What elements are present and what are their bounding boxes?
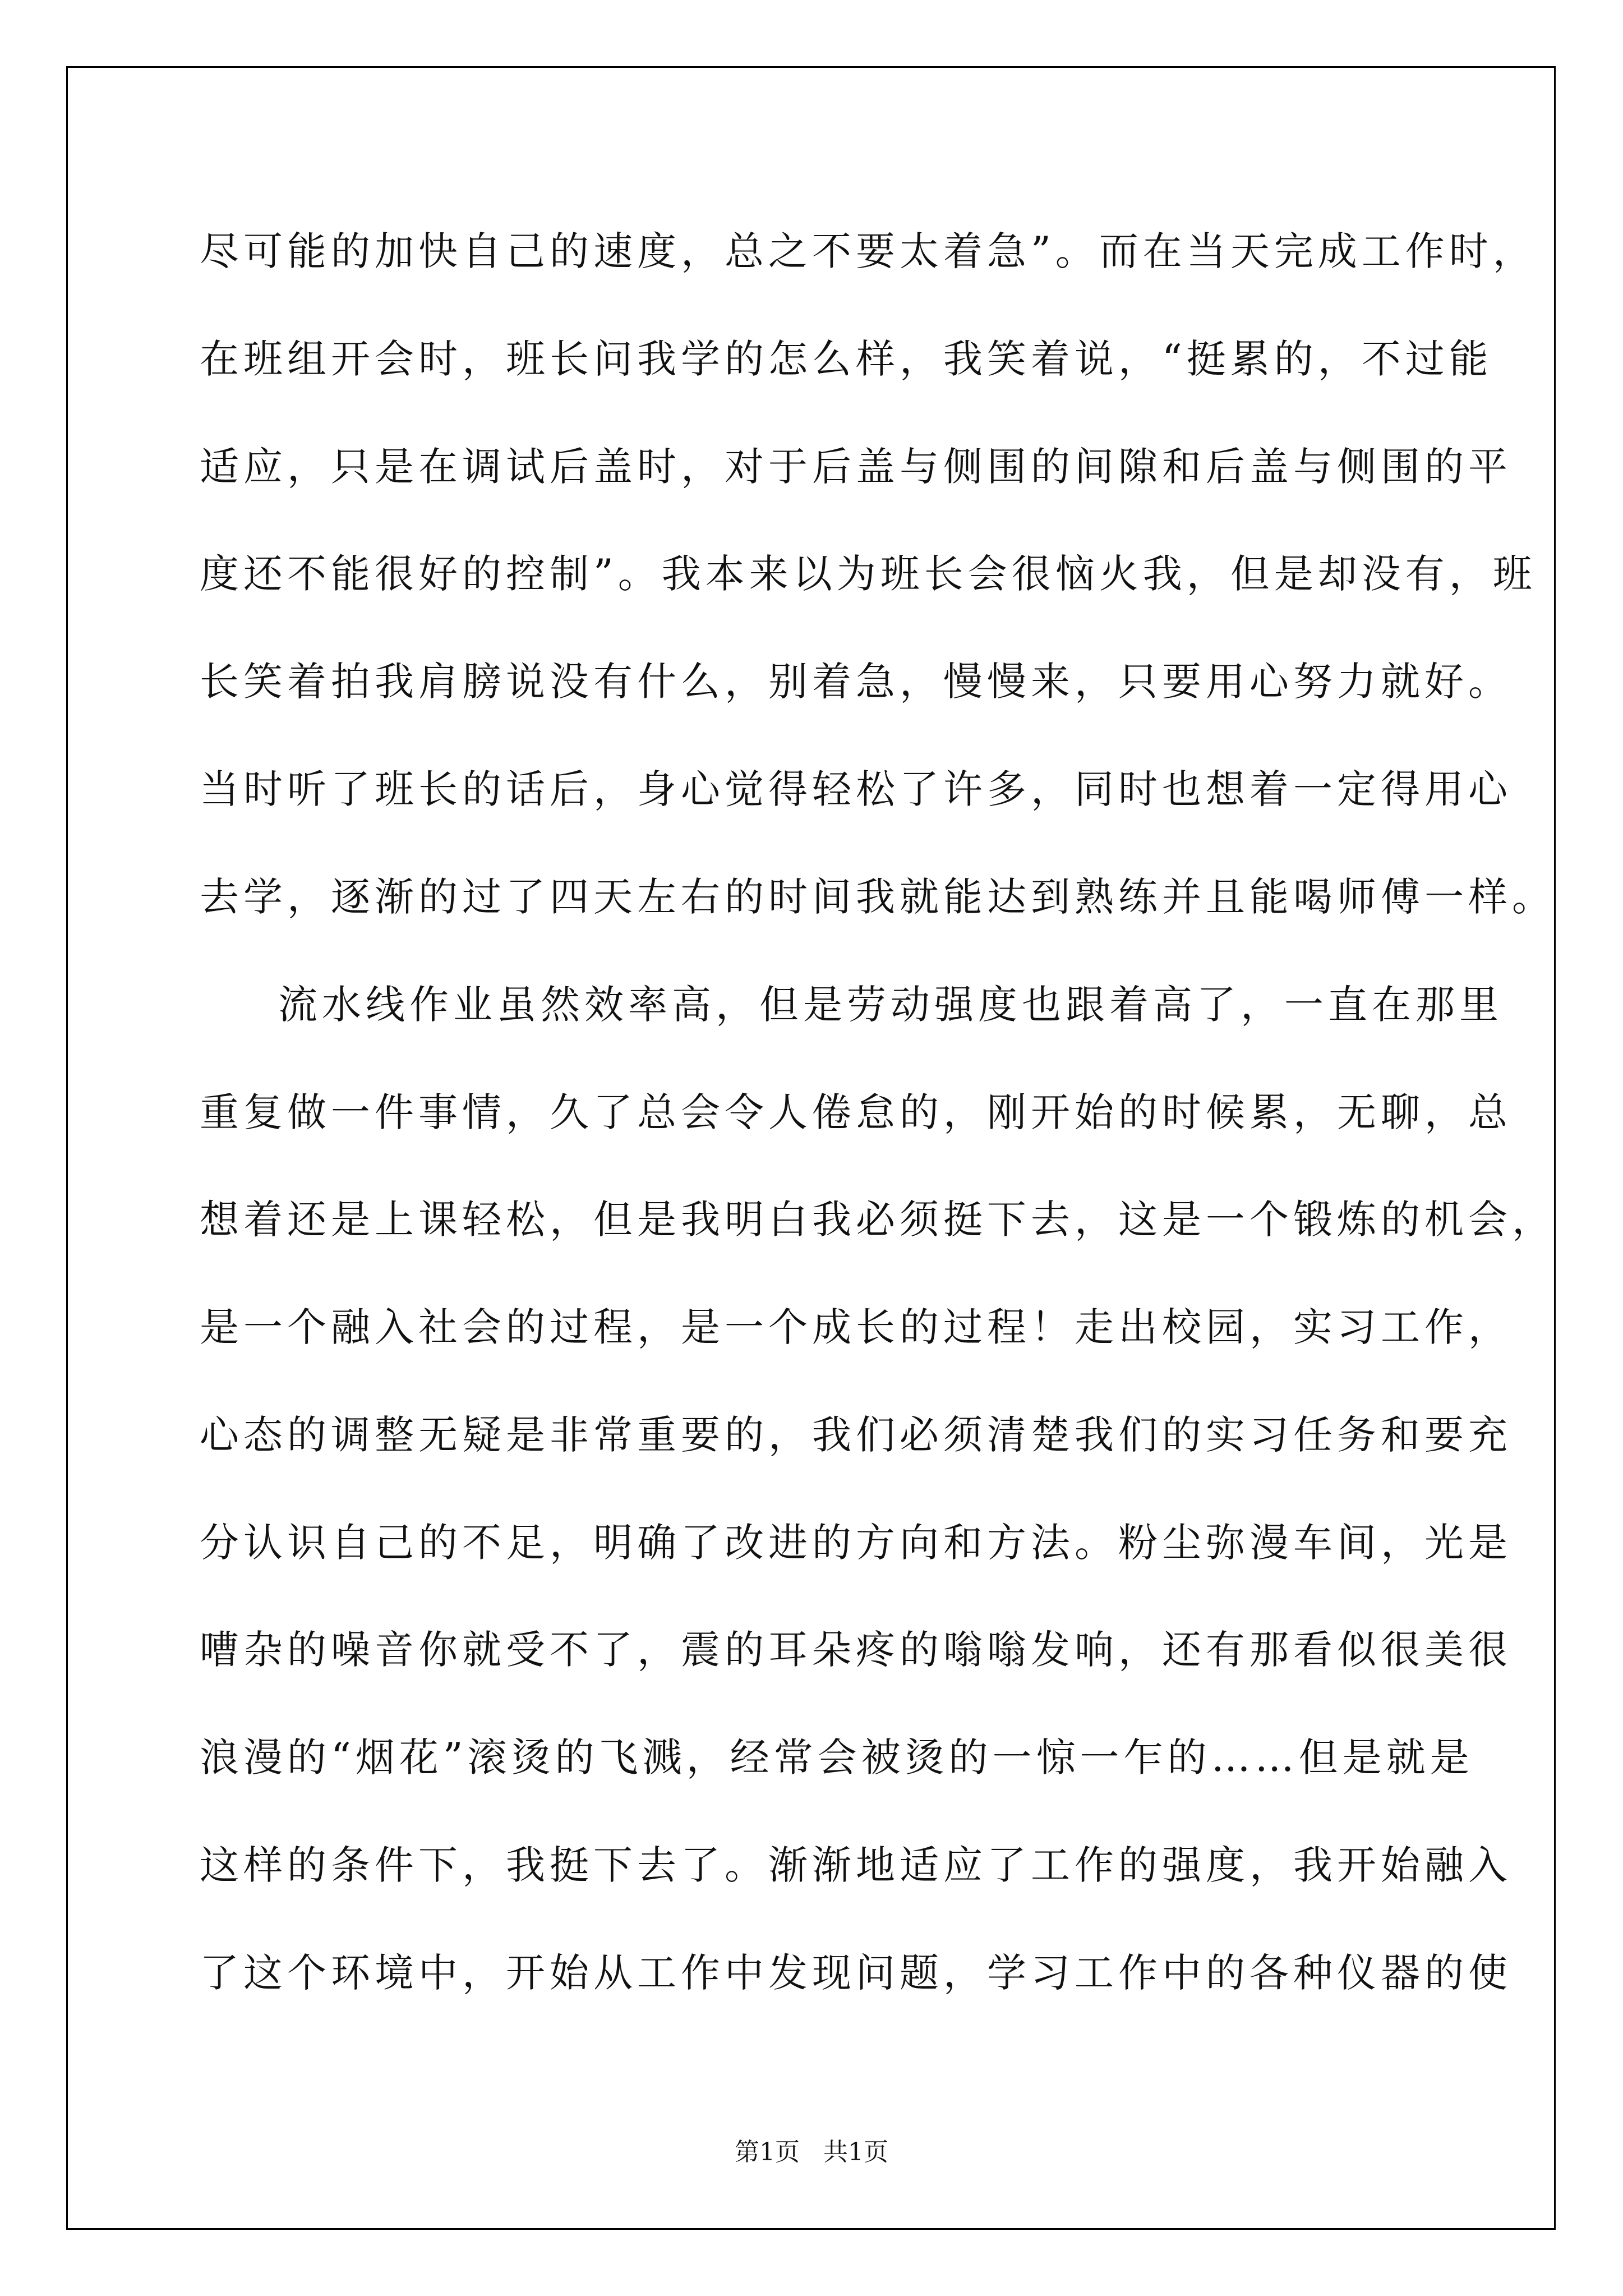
text-line: 度还不能很好的控制”。我本来以为班长会很恼火我，但是却没有，班 [200, 551, 1537, 597]
text-line: 这样的条件下，我挺下去了。渐渐地适应了工作的强度，我开始融入 [200, 1842, 1512, 1888]
text-line: 嘈杂的噪音你就受不了，震的耳朵疼的嗡嗡发响，还有那看似很美很 [200, 1627, 1512, 1673]
text-line: 尽可能的加快自己的速度，总之不要太着急”。而在当天完成工作时， [200, 228, 1537, 274]
paragraph-first-line: 流水线作业虽然效率高，但是劳动强度也跟着高了，一直在那里 [278, 982, 1503, 1028]
text-line: 浪漫的“烟花”滚烫的飞溅，经常会被烫的一惊一乍的……但是就是 [200, 1734, 1474, 1780]
text-line: 是一个融入社会的过程，是一个成长的过程！走出校园，实习工作， [200, 1304, 1512, 1350]
text-line: 在班组开会时，班长问我学的怎么样，我笑着说，“挺累的，不过能 [200, 336, 1493, 382]
text-line: 想着还是上课轻松，但是我明白我必须挺下去，这是一个锻炼的机会， [200, 1197, 1556, 1243]
text-line: 当时听了班长的话后，身心觉得轻松了许多，同时也想着一定得用心 [200, 766, 1512, 812]
text-line: 分认识自己的不足，明确了改进的方向和方法。粉尘弥漫车间，光是 [200, 1520, 1512, 1566]
text-line: 了这个环境中，开始从工作中发现问题，学习工作中的各种仪器的使 [200, 1950, 1512, 1996]
text-line: 适应，只是在调试后盖时，对于后盖与侧围的间隙和后盖与侧围的平 [200, 444, 1512, 490]
page-border [66, 66, 1556, 2230]
text-line: 去学，逐渐的过了四天左右的时间我就能达到熟练并且能喝师傅一样。 [200, 874, 1556, 920]
page-footer: 第1页 共1页 [735, 2138, 888, 2166]
text-line: 长笑着拍我肩膀说没有什么，别着急，慢慢来，只要用心努力就好。 [200, 659, 1512, 705]
text-line: 心态的调整无疑是非常重要的，我们必须清楚我们的实习任务和要充 [200, 1412, 1512, 1458]
text-line: 重复做一件事情，久了总会令人倦怠的，刚开始的时候累，无聊，总 [200, 1089, 1512, 1135]
